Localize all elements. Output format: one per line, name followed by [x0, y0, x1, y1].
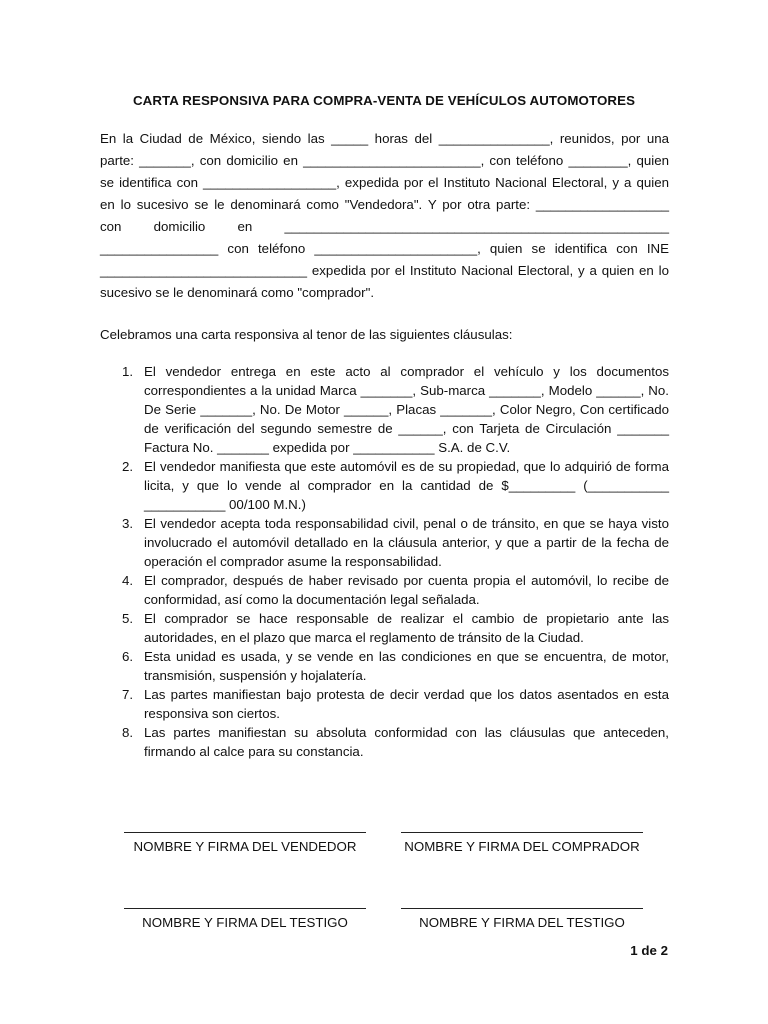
intro-line: ____________________________ expedida por el Instituto Nacional Electoral, y a quien en lo: [100, 263, 669, 278]
intro-line: En la Ciudad de México, siendo las _____ horas del _______________, reunidos, por una: [100, 131, 669, 146]
clause-item: [100, 362, 669, 457]
intro-line: ________________ con teléfono ______________________, quien se identifica con INE: [100, 241, 669, 256]
signature-block-vendedor: [124, 832, 366, 854]
intro-paragraph: [100, 128, 669, 304]
page-number: 1 de 2: [630, 943, 668, 958]
clause-text: Esta unidad es usada, y se vende en las condiciones en que se encuentra, de motor, transmisión, suspensión y hojalatería.: [144, 649, 669, 683]
signature-label: NOMBRE Y FIRMA DEL TESTIGO: [419, 915, 625, 930]
clause-text: El vendedor manifiesta que este automóvil es de su propiedad, que lo adquirió de forma licita, y que lo vende al comprador en la cantidad de $_________ (___________ ___________ 00/100 M.N.): [144, 459, 669, 512]
clause-item: [100, 571, 669, 609]
signature-line: [124, 832, 366, 833]
intro-line: con domicilio en ____________________________________________________: [100, 219, 669, 234]
intro-line: parte: _______, con domicilio en ________________________, con teléfono ________, quien: [100, 153, 669, 168]
signature-line: [124, 908, 366, 909]
clause-item: [100, 609, 669, 647]
signature-line: [401, 908, 643, 909]
clause-number: 2.: [122, 459, 134, 474]
clause-number: 7.: [122, 687, 134, 702]
clause-number: 3.: [122, 516, 134, 531]
clause-item: [100, 457, 669, 514]
clause-text: Las partes manifiestan bajo protesta de decir verdad que los datos asentados en esta responsiva son ciertos.: [144, 687, 669, 721]
intro-line: en lo sucesivo se le denominará como "Vendedora". Y por otra parte: __________________: [100, 197, 669, 212]
clause-text: El vendedor entrega en este acto al comprador el vehículo y los documentos correspondientes a la unidad Marca _______, Sub-marca _______, Modelo ______, No. De Serie _______, No. De Motor ______, Placas _______, Color Negro, Con certificado de verificación del segundo semestre de ______, con Tarjeta de Circulación _______ Factura No. _______ expedida por ___________ S.A. de C.V.: [144, 364, 669, 455]
signature-block-testigo-2: [401, 908, 643, 930]
clause-item: [100, 647, 669, 685]
clauses-intro: Celebramos una carta responsiva al tenor de las siguientes cláusulas:: [100, 327, 513, 342]
intro-line: sucesivo se le denominará como "comprador".: [100, 285, 375, 300]
clause-item: [100, 723, 669, 761]
document-title: CARTA RESPONSIVA PARA COMPRA-VENTA DE VEHÍCULOS AUTOMOTORES: [132, 93, 636, 108]
signature-line: [401, 832, 643, 833]
clause-text: El vendedor acepta toda responsabilidad civil, penal o de tránsito, en que se haya visto involucrado el automóvil detallado en la cláusula anterior, y que a partir de la fecha de operación el comprador asume la responsabilidad.: [144, 516, 669, 569]
clause-number: 8.: [122, 725, 134, 740]
clauses-list: [100, 362, 669, 761]
signature-label: NOMBRE Y FIRMA DEL COMPRADOR: [404, 839, 640, 854]
clause-number: 4.: [122, 573, 134, 588]
clause-number: 6.: [122, 649, 134, 664]
clause-text: El comprador, después de haber revisado por cuenta propia el automóvil, lo recibe de conformidad, así como la documentación legal señalada.: [144, 573, 669, 607]
clause-number: 1.: [122, 364, 134, 379]
intro-line: se identifica con __________________, expedida por el Instituto Nacional Electoral, y a quien: [100, 175, 669, 190]
clause-number: 5.: [122, 611, 134, 626]
clause-item: [100, 514, 669, 571]
signature-block-comprador: [401, 832, 643, 854]
clause-item: [100, 685, 669, 723]
signature-label: NOMBRE Y FIRMA DEL VENDEDOR: [133, 839, 357, 854]
clause-text: Las partes manifiestan su absoluta conformidad con las cláusulas que anteceden, firmando al calce para su constancia.: [144, 725, 669, 759]
signature-label: NOMBRE Y FIRMA DEL TESTIGO: [142, 915, 348, 930]
signature-block-testigo-1: [124, 908, 366, 930]
clause-text: El comprador se hace responsable de realizar el cambio de propietario ante las autoridades, en el plazo que marca el reglamento de tránsito de la Ciudad.: [144, 611, 669, 645]
